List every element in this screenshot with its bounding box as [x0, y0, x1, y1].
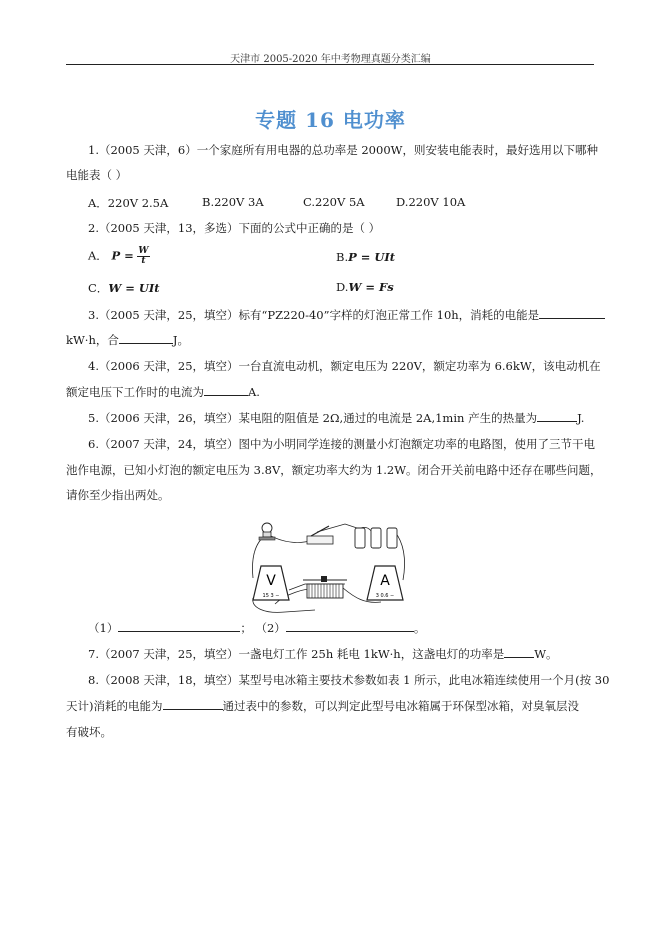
lamp-icon [259, 523, 275, 540]
fraction-denominator: t [141, 256, 146, 266]
question-4-text-2a: 额定电压下工作时的电流为 [66, 385, 204, 399]
header-divider [66, 64, 594, 65]
option-a-label: A． [88, 248, 108, 263]
ammeter-icon [367, 566, 403, 600]
question-3-text-2b: J。 [172, 333, 189, 347]
question-7-text-b: W。 [534, 647, 558, 661]
question-3-text-2a: kW·h，合 [66, 333, 119, 347]
question-8-line-3: 有破坏。 [66, 725, 112, 739]
voltmeter-terminals: 15 3 − [262, 593, 280, 599]
question-8-line-2 [66, 699, 579, 713]
question-6-answer-1-label: （1） [88, 621, 119, 635]
ammeter-terminals: 3 0.6 − [375, 593, 395, 599]
question-8-text-2a: 天计)消耗的电能为 [66, 699, 163, 713]
question-5-line [88, 411, 584, 425]
question-2-option-c [88, 280, 160, 296]
question-8-blank [163, 699, 223, 710]
question-5-blank [537, 411, 577, 422]
question-2-stem: 2.（2005 天津，13，多选）下面的公式中正确的是（ ） [88, 221, 381, 235]
question-1-line-2: 电能表（ ） [66, 168, 128, 182]
circuit-diagram [245, 518, 411, 618]
question-6-answer-1-blank [118, 621, 240, 632]
question-1-option-a: A．220V 2.5A [88, 196, 169, 210]
question-4-blank [204, 385, 248, 396]
option-b-label: B. [336, 250, 349, 264]
question-4-line-2 [66, 385, 260, 399]
question-3-blank-2 [119, 333, 173, 344]
option-a-formula-lhs: P = [111, 248, 134, 263]
question-6-separator: ； [240, 621, 252, 635]
question-6-line-2: 池作电源，已知小灯泡的额定电压为 3.8V，额定功率大约为 1.2W。闭合开关前电路中还存在哪些问题， [66, 463, 602, 477]
question-1-option-c: C.220V 5A [303, 195, 365, 209]
question-2-option-a [88, 247, 150, 266]
question-4-text-2b: A. [248, 385, 260, 399]
question-3-line-2 [66, 333, 189, 347]
question-6-end: 。 [413, 621, 426, 635]
option-c-label: C． [88, 281, 109, 295]
option-c-formula: W = UIt [108, 281, 160, 295]
page-header: 天津市 2005-2020 年中考物理真题分类汇编 [230, 54, 431, 65]
question-7-text-a: 7.（2007 天津，25，填空）一盏电灯工作 25h 耗电 1kW·h，这盏电灯的功率是 [88, 647, 505, 661]
voltmeter-label: V [266, 573, 276, 589]
question-5-text-b: J. [577, 411, 585, 425]
question-7-blank [504, 647, 534, 658]
question-6-line-1: 6.（2007 天津，24，填空）图中为小明同学连接的测量小灯泡额定功率的电路图，使用了三节干电 [88, 437, 596, 451]
question-8-line-1: 8.（2008 天津，18，填空）某型号电冰箱主要技术参数如表 1 所示，此电冰箱连续使用一个月(按 30 [88, 673, 610, 687]
question-8-text-2b: 通过表中的参数，可以判定此型号电冰箱属于环保型冰箱，对臭氧层没 [222, 699, 579, 713]
voltmeter-icon [253, 566, 289, 600]
rheostat-icon [303, 576, 347, 598]
question-5-text-a: 5.（2006 天津，26，填空）某电阻的阻值是 2Ω,通过的电流是 2A,1min 产生的热量为 [88, 411, 538, 425]
fraction-numerator: W [138, 246, 149, 256]
page-title: 专题 16 电功率 [255, 108, 406, 132]
question-6-answer-2-label: （2） [255, 621, 286, 635]
question-7-line [88, 647, 558, 661]
question-2-option-d [336, 280, 394, 294]
battery-icon [355, 528, 397, 548]
option-d-label: D. [336, 280, 349, 294]
question-3-blank-1 [539, 308, 605, 319]
ammeter-label: A [380, 573, 390, 589]
question-3-text: 3.（2005 天津，25，填空）标有“PZ220-40”字样的灯泡正常工作 10h，消耗的电能是 [88, 308, 540, 322]
question-6-answer-2-blank [286, 621, 414, 632]
option-b-formula: P = UIt [348, 250, 396, 264]
question-3-line-1 [88, 308, 605, 322]
question-1-line-1: 1.（2005 天津，6）一个家庭所有用电器的总功率是 2000W，则安装电能表时，最好选用以下哪种 [88, 143, 598, 157]
option-d-formula: W = Fs [348, 280, 394, 294]
option-a-fraction [137, 247, 149, 266]
question-6-line-3: 请你至少指出两处。 [66, 488, 170, 502]
question-1-option-d: D.220V 10A [396, 195, 466, 209]
question-6-answers [88, 621, 425, 635]
question-4-line-1: 4.（2006 天津，25，填空）一台直流电动机，额定电压为 220V，额定功率为 6.6kW，该电动机在 [88, 359, 601, 373]
question-1-option-b: B.220V 3A [202, 195, 264, 209]
question-2-option-b [336, 250, 395, 264]
